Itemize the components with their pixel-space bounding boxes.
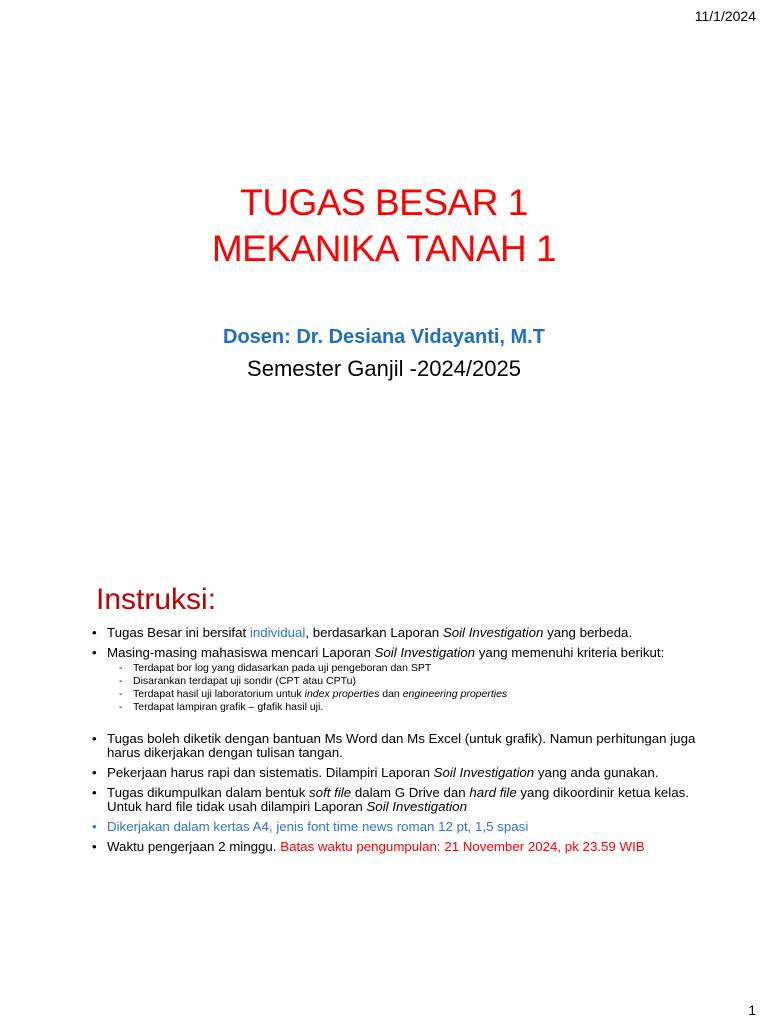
- text-segment: Waktu pengerjaan 2 minggu.: [107, 839, 281, 854]
- text-segment: Masing-masing mahasiswa mencari Laporan: [107, 645, 375, 660]
- text-highlight: individual: [249, 625, 306, 640]
- deadline-time: , pk 23.59 WIB: [557, 839, 645, 854]
- page-number: 1: [748, 1002, 756, 1018]
- text-segment: Terdapat hasil uji laboratorium untuk: [133, 688, 305, 700]
- sublist-item: - Terdapat bor log yang didasarkan pada uji pengeboran dan SPT: [119, 662, 702, 675]
- list-item: [92, 766, 702, 780]
- list-item: [92, 626, 702, 640]
- text-segment: Pekerjaan harus rapi dan sistematis. Dilampiri Laporan: [107, 765, 434, 780]
- slide-title: [0, 180, 768, 272]
- text-italic: index properties: [304, 688, 380, 700]
- lecturer-name: Dosen: Dr. Desiana Vidayanti, M.T: [223, 326, 545, 348]
- slide-date: 11/1/2024: [694, 8, 756, 24]
- text-segment: yang memenuhi kriteria berikut:: [475, 645, 665, 660]
- text-italic: Soil Investigation: [433, 765, 535, 780]
- text-italic: hard file: [469, 785, 517, 800]
- sublist-item: - Disarankan terdapat uji sondir (CPT atau CPTu): [119, 675, 702, 688]
- text-segment: yang anda gunakan.: [534, 765, 659, 780]
- sublist-item: - Terdapat lampiran grafik – gfafik hasil uji.: [119, 701, 702, 714]
- instructions-heading: Instruksi:: [96, 583, 217, 616]
- text-segment: yang berbeda.: [543, 625, 633, 640]
- text-segment: Tugas dikumpulkan dalam bentuk: [107, 785, 310, 800]
- list-item: • Tugas boleh diketik dengan bantuan Ms Word dan Ms Excel (untuk grafik). Namun perhitungan juga harus dikerjakan dengan tulisan tangan.: [92, 732, 702, 760]
- list-item: [92, 840, 702, 854]
- semester-label: Semester Ganjil -2024/2025: [247, 356, 521, 381]
- text-italic: engineering properties: [402, 688, 508, 700]
- list-item: [92, 646, 702, 714]
- text-italic: Soil Investigation: [366, 799, 467, 814]
- title-line-1: TUGAS BESAR 1: [240, 182, 528, 223]
- text-segment: dalam G Drive dan: [351, 785, 470, 800]
- text-segment: yang dikoordinir ketua kelas. Untuk hard file tidak usah dilampiri Laporan: [107, 785, 689, 814]
- criteria-sublist: [119, 662, 702, 714]
- deadline-text: Batas waktu pengumpulan: 21 November 2024: [280, 839, 558, 854]
- text-segment: Tugas Besar ini bersifat: [107, 625, 250, 640]
- title-line-2: MEKANIKA TANAH 1: [211, 228, 557, 269]
- instruction-list: [92, 626, 702, 860]
- text-italic: soft file: [309, 785, 352, 800]
- text-italic: Soil Investigation: [374, 645, 476, 660]
- text-segment: , berdasarkan Laporan: [305, 625, 443, 640]
- list-item: [92, 786, 702, 814]
- text-italic: Soil Investigation: [442, 625, 544, 640]
- sublist-item: [119, 688, 702, 701]
- text-segment: dan: [379, 688, 403, 700]
- list-item: • Dikerjakan dalam kertas A4, jenis font time news roman 12 pt, 1,5 spasi: [92, 820, 702, 834]
